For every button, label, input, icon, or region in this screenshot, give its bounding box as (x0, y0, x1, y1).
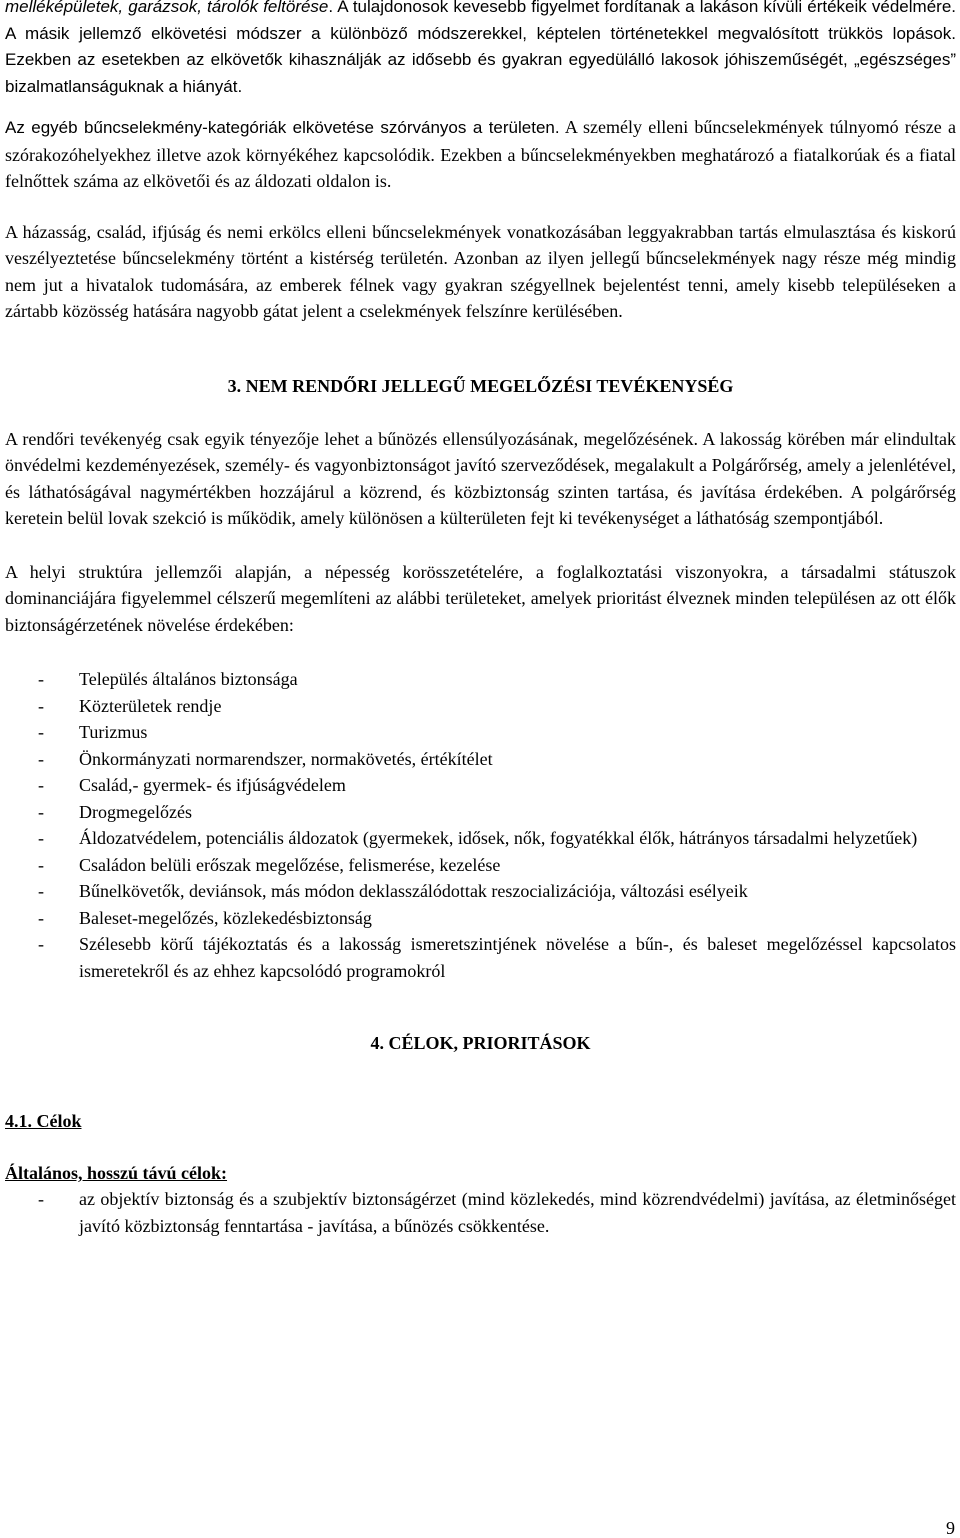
section-4-heading: 4. CÉLOK, PRIORITÁSOK (370, 1033, 591, 1053)
priority-list-item (5, 878, 956, 905)
priority-list-item (5, 746, 956, 773)
priority-list-item (5, 825, 956, 852)
list-dash: - (38, 801, 44, 822)
priority-list (5, 666, 956, 984)
list-item-text: Drogmegelőzés (79, 801, 192, 822)
list-item-text: Családon belüli erőszak megelőzése, felismerése, kezelése (79, 854, 501, 875)
general-goals-heading: Általános, hosszú távú célok: (5, 1163, 228, 1183)
list-item-text: Turizmus (79, 722, 148, 742)
list-item-text: Település általános biztonsága (79, 669, 298, 689)
list-dash: - (38, 854, 44, 875)
list-dash: - (38, 934, 44, 954)
structure-paragraph: A helyi struktúra jellemzői alapján, a népesség korösszetételére, a foglalkoztatási viszonyokra, a társadalmi státuszok dominanciájára figyelemmel célszerű megemlíteni az alábbi területeket, amelyek prioritást élveznek minden településen az ott élők biztonságérzetének növelése érdekében: (5, 561, 956, 635)
intro-paragraph (5, 0, 956, 100)
list-dash: - (38, 775, 44, 795)
police-activity-paragraph: A rendőri tevékenyég csak egyik tényezője lehet a bűnözés ellensúlyozásának, megelőzésének. A lakosság körében már elindultak önvédelmi kezdeményezések, személy- és vagyonbiztonságot javító szerveződések, megalakult a Polgárőrség, amely a jelenlétével, és láthatóságával nagymértékben hozzájárul a közrend, és közbiztonság szinten tartása, és javítása érdekében. A polgárőrség keretein belül lovak szekció is működik, amely különösen a külterületen fejt ki tevékenységet a láthatóság szempontjából. (5, 428, 956, 528)
list-dash: - (38, 669, 44, 689)
subsection-4-1-heading: 4.1. Célok (5, 1111, 82, 1131)
priority-list-item (5, 799, 956, 826)
list-dash: - (38, 907, 44, 928)
list-item-text: Szélesebb körű tájékoztatás és a lakosság ismeretszintjének növelése a bűn-, és baleset megelőzéssel kapcsolatos ismeretekről és az ehhez kapcsolódó programokról (79, 934, 956, 981)
priority-list-item (5, 719, 956, 746)
section-3-heading: 3. NEM RENDŐRI JELLEGŰ MEGELŐZÉSI TEVÉKENYSÉG (227, 375, 734, 396)
priority-list-item (5, 905, 956, 932)
other-crimes-serif: A személy elleni bűncselekmények túlnyomó része a szórakozóhelyekhez illetve azok környékéhez kapcsolódik. Ezekben a bűncselekményekben meghatározó a fiatalkorúak és a fiatal felnőttek száma az elkövetői és az áldozati oldalon is. (5, 117, 956, 191)
list-item-text: Önkormányzati normarendszer, normakövetés, értékítélet (79, 748, 493, 769)
list-item-text: Család,- gyermek- és ifjúságvédelem (79, 775, 346, 795)
other-crimes-paragraph (5, 114, 956, 195)
list-dash: - (38, 695, 44, 716)
document-page (5, 0, 956, 1239)
list-item-text: Áldozatvédelem, potenciális áldozatok (gyermekek, idősek, nők, fogyatékkal élők, hátrányos társadalmi helyzetűek) (79, 828, 918, 848)
family-crimes-paragraph: A házasság, család, ifjúság és nemi erkölcs elleni bűncselekmények vonatkozásában leggyakrabban tartás elmulasztása és kiskorú veszélyeztetése bűncselekmény történt a kistérség területén. Azonban az ilyen jellegű bűncselekmények nagy része még mindig nem jut a hivatalok tudomására, az emberek félnek vagy gyakran szégyellnek bejelentést tenni, amely kisebb településeken a zártabb közösség hatására nagyobb gátat jelent a cselekmények felszínre kerülésében. (5, 221, 956, 321)
priority-list-item (5, 852, 956, 879)
intro-line2: A másik jellemző elkövetési módszer a különböző módszerekkel, képtelen történetekkel megvalósított trükkös lopások. Ezekben az esetekben az elkövetők kihasználják az idősebb és gyakran egyedülálló lakosok jóhiszeműségét, „egészséges” bizalmatlanságuknak a hiányát. (5, 23, 956, 96)
list-dash: - (38, 881, 44, 901)
priority-list-item (5, 693, 956, 720)
other-crimes-sans: Az egyéb bűncselekmény-kategóriák elkövetése szórványos a területen. (5, 118, 560, 137)
list-dash: - (38, 1189, 44, 1209)
list-item-text: Bűnelkövetők, deviánsok, más módon deklasszálódottak reszocializációja, változási esélyeik (79, 881, 748, 901)
priority-list-item (5, 666, 956, 693)
priority-list-item (5, 772, 956, 799)
list-item-text: az objektív biztonság és a szubjektív biztonságérzet (mind közlekedés, mind közrendvédelmi) javítása, az életminőséget javító közbiztonság fenntartása - javítása, a bűnözés csökkentése. (79, 1189, 956, 1236)
list-dash: - (38, 828, 44, 848)
goals-list-item (5, 1186, 956, 1239)
intro-rest: . A tulajdonosok kevesebb figyelmet fordítanak a lakáson kívüli értékeik védelmére. (328, 0, 956, 16)
priority-list-item (5, 931, 956, 984)
list-item-text: Baleset-megelőzés, közlekedésbiztonság (79, 907, 372, 928)
list-dash: - (38, 748, 44, 769)
intro-italic: melléképületek, garázsok, tárolók feltörése (5, 0, 329, 16)
list-dash: - (38, 722, 44, 742)
page-number: 9 (946, 1518, 955, 1538)
goals-list (5, 1186, 956, 1239)
list-item-text: Közterületek rendje (79, 695, 222, 716)
